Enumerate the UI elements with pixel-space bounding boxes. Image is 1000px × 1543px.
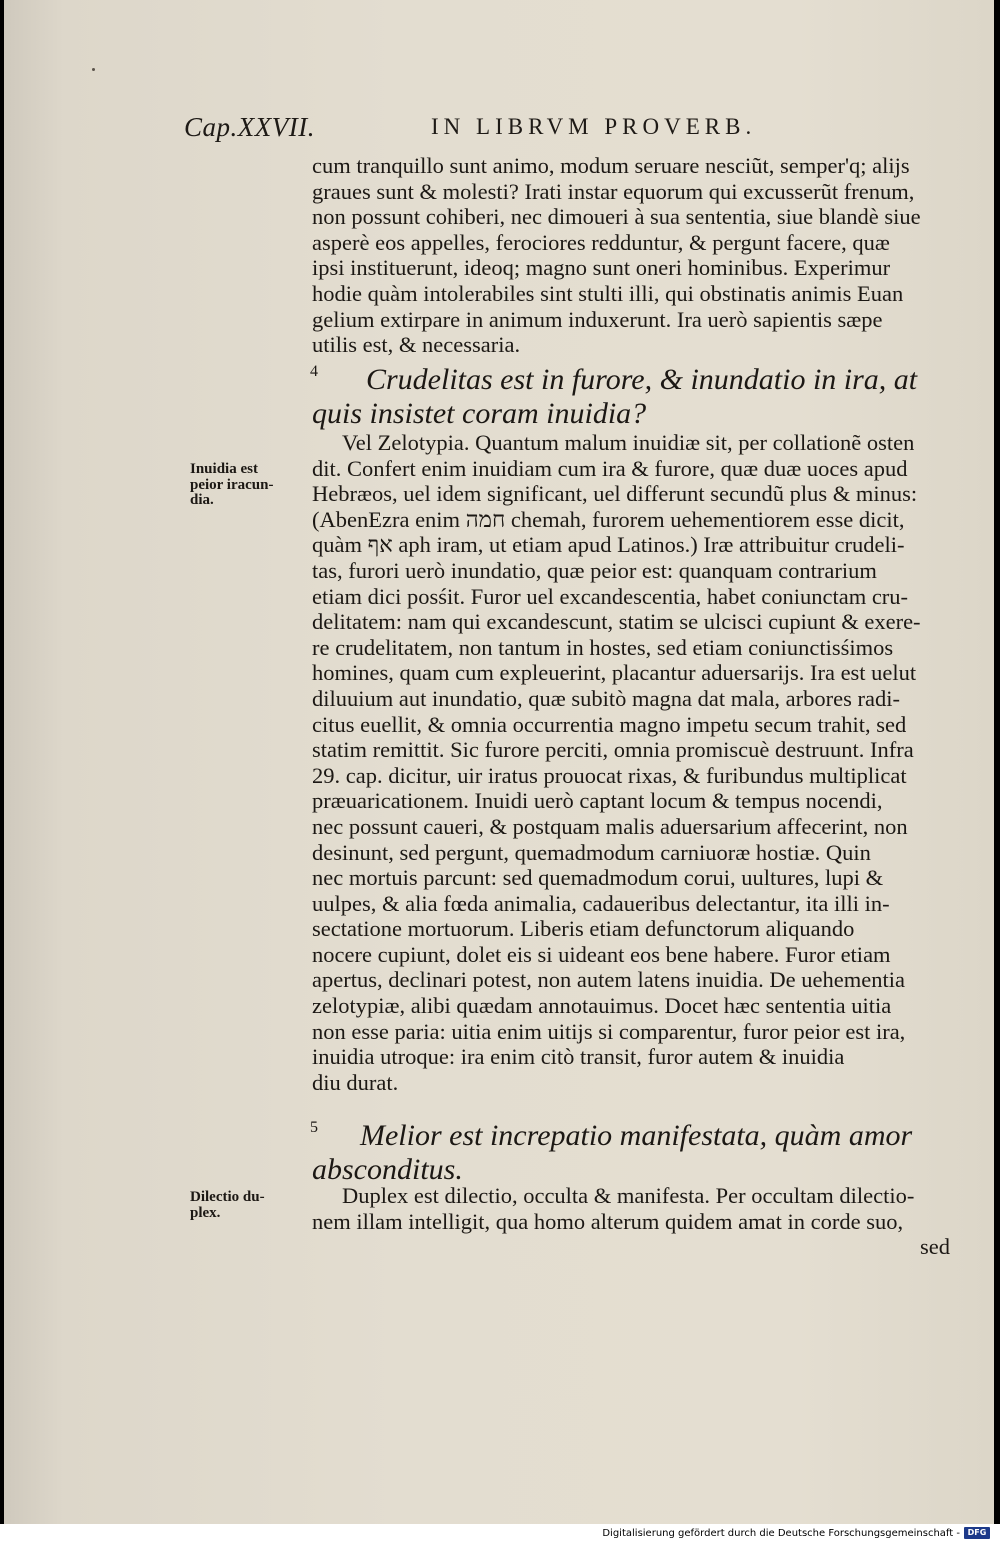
dfg-logo: DFG xyxy=(964,1527,990,1539)
verse-line: quis insistet coram inuidia? xyxy=(312,397,647,430)
text-line: etiam dici posśit. Furor uel excandescentia, habet coniunctam cru- xyxy=(312,583,909,609)
verse-line: absconditus. xyxy=(312,1153,463,1186)
text-line: præuaricationem. Inuidi uerò captant locum & tempus nocendi, xyxy=(312,788,883,814)
text-line: diu durat. xyxy=(312,1069,399,1095)
text-line: delitatem: nam qui excandescunt, statim se ulcisci cupiunt & exere- xyxy=(312,609,921,635)
text-line: nec mortuis parcunt: sed quemadmodum corui, uultures, lupi & xyxy=(312,865,884,891)
commentary-block-2 xyxy=(312,430,956,1095)
book-page xyxy=(4,0,994,1524)
catchword: sed xyxy=(920,1234,950,1260)
text-line: sectatione mortuorum. Liberis etiam defunctorum aliquando xyxy=(312,916,855,942)
text-line: hodie quàm intolerabiles sint stulti illi, qui obstinatis animis Euan xyxy=(312,280,904,306)
text-line: nem illam intelligit, qua homo alterum quidem amat in corde suo, xyxy=(312,1208,904,1234)
text-line: non possunt cohiberi, nec dimoueri à sua sententia, siue blandè siue xyxy=(312,204,921,230)
verse-number: 5 xyxy=(310,1119,318,1136)
text-line: 29. cap. dicitur, uir iratus prouocat rixas, & furibundus multiplicat xyxy=(312,762,907,788)
text-line: (AbenEzra enim חמה chemah, furorem uehementiorem esse dicit, xyxy=(312,506,905,532)
text-line: graues sunt & molesti? Irati instar equorum qui excusserũt frenum, xyxy=(312,178,915,204)
funding-notice: Digitalisierung gefördert durch die Deutsche Forschungsgemeinschaft - xyxy=(602,1528,960,1539)
text-line: inuidia utroque: ira enim citò transit, furor autem & inuidia xyxy=(312,1044,845,1070)
verse-line: Crudelitas est in furore, & inundatio in ira, at xyxy=(366,363,918,396)
text-line: asperè eos appelles, ferociores redduntur, & pergunt facere, quæ xyxy=(312,229,890,255)
commentary-block-3 xyxy=(312,1183,956,1260)
text-line: Duplex est dilectio, occulta & manifesta. Per occultam dilectio- xyxy=(342,1183,915,1208)
text-line: homines, quam cum expleuerint, placantur aduersarijs. Ira est uelut xyxy=(312,660,917,686)
text-line: dit. Confert enim inuidiam cum ira & furore, quæ duæ uoces apud xyxy=(312,455,908,481)
text-line: nec possunt caueri, & postquam malis aduersarium affecerint, non xyxy=(312,813,908,839)
running-header xyxy=(184,112,824,148)
text-line: diluuium aut inundatio, quæ subitò magna dat mala, arbores radi- xyxy=(312,685,900,711)
text-line: gelium extirpare in animum induxerunt. Ira uerò sapientis sæpe xyxy=(312,306,883,332)
book-title: IN LIBRVM PROVERB. xyxy=(431,114,757,139)
text-line: utilis est, & necessaria. xyxy=(312,332,521,358)
text-line: statim remittit. Sic furore perciti, omnia promiscuè destruunt. Infra xyxy=(312,737,914,763)
text-line: cum tranquillo sunt animo, modum seruare nesciũt, semper'q; alijs xyxy=(312,153,910,178)
verse-4 xyxy=(310,363,966,431)
text-line: quàm אף aph iram, ut etiam apud Latinos.) Iræ attribuitur crudeli- xyxy=(312,532,905,558)
text-line: tas, furori uerò inundatio, quæ peior est: quanquam contrarium xyxy=(312,557,877,583)
ink-mark xyxy=(92,68,95,71)
text-line: Hebræos, uel idem significant, uel differunt secundũ plus & minus: xyxy=(312,481,918,507)
commentary-block-1 xyxy=(312,153,956,358)
text-line: nocere cupiunt, dolet eis si uideant eos bene habere. Furor etiam xyxy=(312,941,891,967)
text-line: apertus, declinari potest, non autem latens inuidia. De uehementia xyxy=(312,967,905,993)
margin-note-dilectio: Dilectio du-plex. xyxy=(190,1189,265,1221)
text-line: Vel Zelotypia. Quantum malum inuidiæ sit, per collationẽ osten xyxy=(342,430,915,455)
verse-number: 4 xyxy=(310,363,318,380)
margin-note-inuidia: Inuidia est peior iracun-dia. xyxy=(190,461,274,508)
verse-5 xyxy=(310,1119,960,1187)
text-line: zelotypiæ, alibi quædam annotauimus. Docet hæc sententia uitia xyxy=(312,993,892,1019)
text-line: citus euellit, & omnia occurrentia magno impetu secum trahit, sed xyxy=(312,711,907,737)
text-line: non esse paria: uitia enim uitijs si comparentur, furor peior est ira, xyxy=(312,1018,906,1044)
text-line: ipsi instituerunt, ideoq; magno sunt oneri hominibus. Experimur xyxy=(312,255,891,281)
text-line: uulpes, & alia fœda animalia, cadaueribus delectantur, ita illi in- xyxy=(312,890,890,916)
text-line: re crudelitatem, non tantum in hostes, sed etiam coniunctisśimos xyxy=(312,634,894,660)
footer-bar xyxy=(0,1524,1000,1543)
text-line: desinunt, sed pergunt, quemadmodum carniuoræ hostiæ. Quin xyxy=(312,839,871,865)
chapter-label: Cap.XXVII. xyxy=(184,112,315,142)
verse-line: Melior est increpatio manifestata, quàm amor xyxy=(360,1119,913,1152)
